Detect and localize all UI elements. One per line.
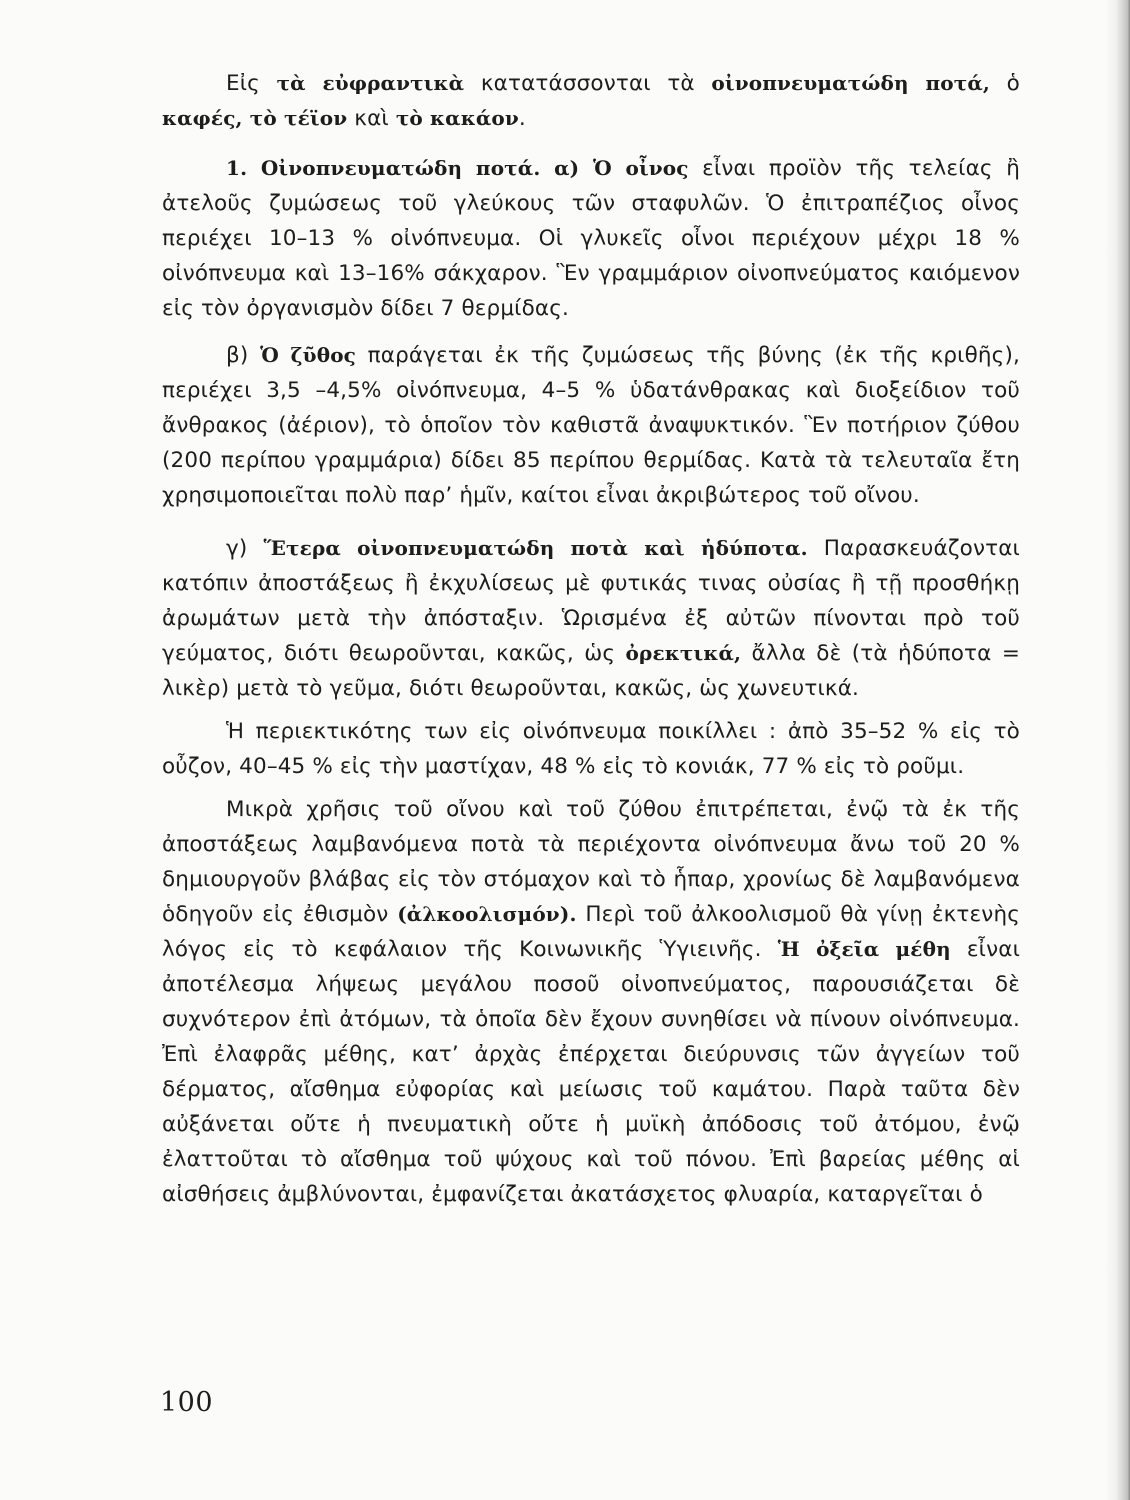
page-edge-shadow [1104,0,1130,1500]
body-text [162,66,1020,1212]
paragraph-intro: Εἰς τὰ εὐφραντικὰ κατατάσσονται τὰ οἰνοπνευματώδη ποτά, ὁ καφές, τὸ τέϊον καὶ τὸ κακάον. [162,71,1020,131]
paragraph-spirits-liqueurs: γ) Ἕτερα οἰνοπνευματώδη ποτὰ καὶ ἡδύποτα. Παρασκευάζονται κατόπιν ἀποστάξεως ἢ ἐκχυλίσεως μὲ φυτικάς τινας οὐσίας ἢ τῇ προσθήκῃ ἀρωμάτων μετὰ τὴν ἀπόσταξιν. Ὡρισμένα ἐξ αὐτῶν πίνονται πρὸ τοῦ γεύματος, διότι θεωροῦνται, κακῶς, ὡς ὀρεκτικά, ἄλλα δὲ (τὰ ἡδύποτα = λικὲρ) μετὰ τὸ γεῦμα, διότι θεωροῦνται, κακῶς, ὡς χωνευτικά. [162,536,1020,701]
paragraph-beer: β) Ὁ ζῦθος παράγεται ἐκ τῆς ζυμώσεως τῆς βύνης (ἐκ τῆς κριθῆς), περιέχει 3,5 –4,5% οἰνόπνευμα, 4–5 % ὑδατάνθρακας καὶ διοξείδιον τοῦ ἄνθρακος (ἀέριον), τὸ ὁποῖον τὸν καθιστᾶ ἀναψυκτικόν. Ἓν ποτήριον ζύθου (200 περίπου γραμμάρια) δίδει 85 περίπου θερμίδας. Κατὰ τὰ τελευταῖα ἔτη χρησιμοποιεῖται πολὺ παρ’ ἡμῖν, καίτοι εἶναι ἀκριβώτερος τοῦ οἴνου. [162,343,1020,508]
paragraph-wine: 1. Οἰνοπνευματώδη ποτά. α) Ὁ οἶνος εἶναι προϊὸν τῆς τελείας ἢ ἀτελοῦς ζυμώσεως τοῦ γλεύκους τῶν σταφυλῶν. Ὁ ἐπιτραπέζιος οἶνος περιέχει 10–13 % οἰνόπνευμα. Οἱ γλυκεῖς οἶνοι περιέχουν μέχρι 18 % οἰνόπνευμα καὶ 13–16% σάκχαρον. Ἓν γραμμάριον οἰνοπνεύματος καιόμενον εἰς τὸν ὀργανισμὸν δίδει 7 θερμίδας. [162,156,1020,321]
page-number: 100 [160,1387,214,1418]
paragraph-alcohol-content: Ἡ περιεκτικότης των εἰς οἰνόπνευμα ποικίλλει : ἀπὸ 35–52 % εἰς τὸ οὖζον, 40–45 % εἰς τὴν μαστίχαν, 48 % εἰς τὸ κονιάκ, 77 % εἰς τὸ ροῦμι. [162,719,1020,779]
paragraph-alcoholism: Μικρὰ χρῆσις τοῦ οἴνου καὶ τοῦ ζύθου ἐπιτρέπεται, ἐνῷ τὰ ἐκ τῆς ἀποστάξεως λαμβανόμενα ποτὰ τὰ περιέχοντα οἰνόπνευμα ἄνω τοῦ 20 % δημιουργοῦν βλάβας εἰς τὸν στόμαχον καὶ τὸ ἧπαρ, χρονίως δὲ λαμβανόμενα ὁδηγοῦν εἰς ἐθισμὸν (ἀλκοολισμόν). Περὶ τοῦ ἀλκοολισμοῦ θὰ γίνῃ ἐκτενὴς λόγος εἰς τὸ κεφάλαιον τῆς Κοινωνικῆς Ὑγιεινῆς. Ἡ ὀξεῖα μέθη εἶναι ἀποτέλεσμα λήψεως μεγάλου ποσοῦ οἰνοπνεύματος, παρουσιάζεται δὲ συχνότερον ἐπὶ ἀτόμων, τὰ ὁποῖα δὲν ἔχουν συνηθίσει νὰ πίνουν οἰνόπνευμα. Ἐπὶ ἐλαφρᾶς μέθης, κατ’ ἀρχὰς ἐπέρχεται διεύρυνσις τῶν ἀγγείων τοῦ δέρματος, αἴσθημα εὐφορίας καὶ μείωσις τοῦ καμάτου. Παρὰ ταῦτα δὲν αὐξάνεται οὔτε ἡ πνευματικὴ οὔτε ἡ μυϊκὴ ἀπόδοσις τοῦ ἀτόμου, ἐνῷ ἐλαττοῦται τὸ αἴσθημα τοῦ ψύχους καὶ τοῦ πόνου. Ἐπὶ βαρείας μέθης αἱ αἰσθήσεις ἀμβλύνονται, ἐμφανίζεται ἀκατάσχετος φλυαρία, καταργεῖται ὁ [162,797,1021,1207]
